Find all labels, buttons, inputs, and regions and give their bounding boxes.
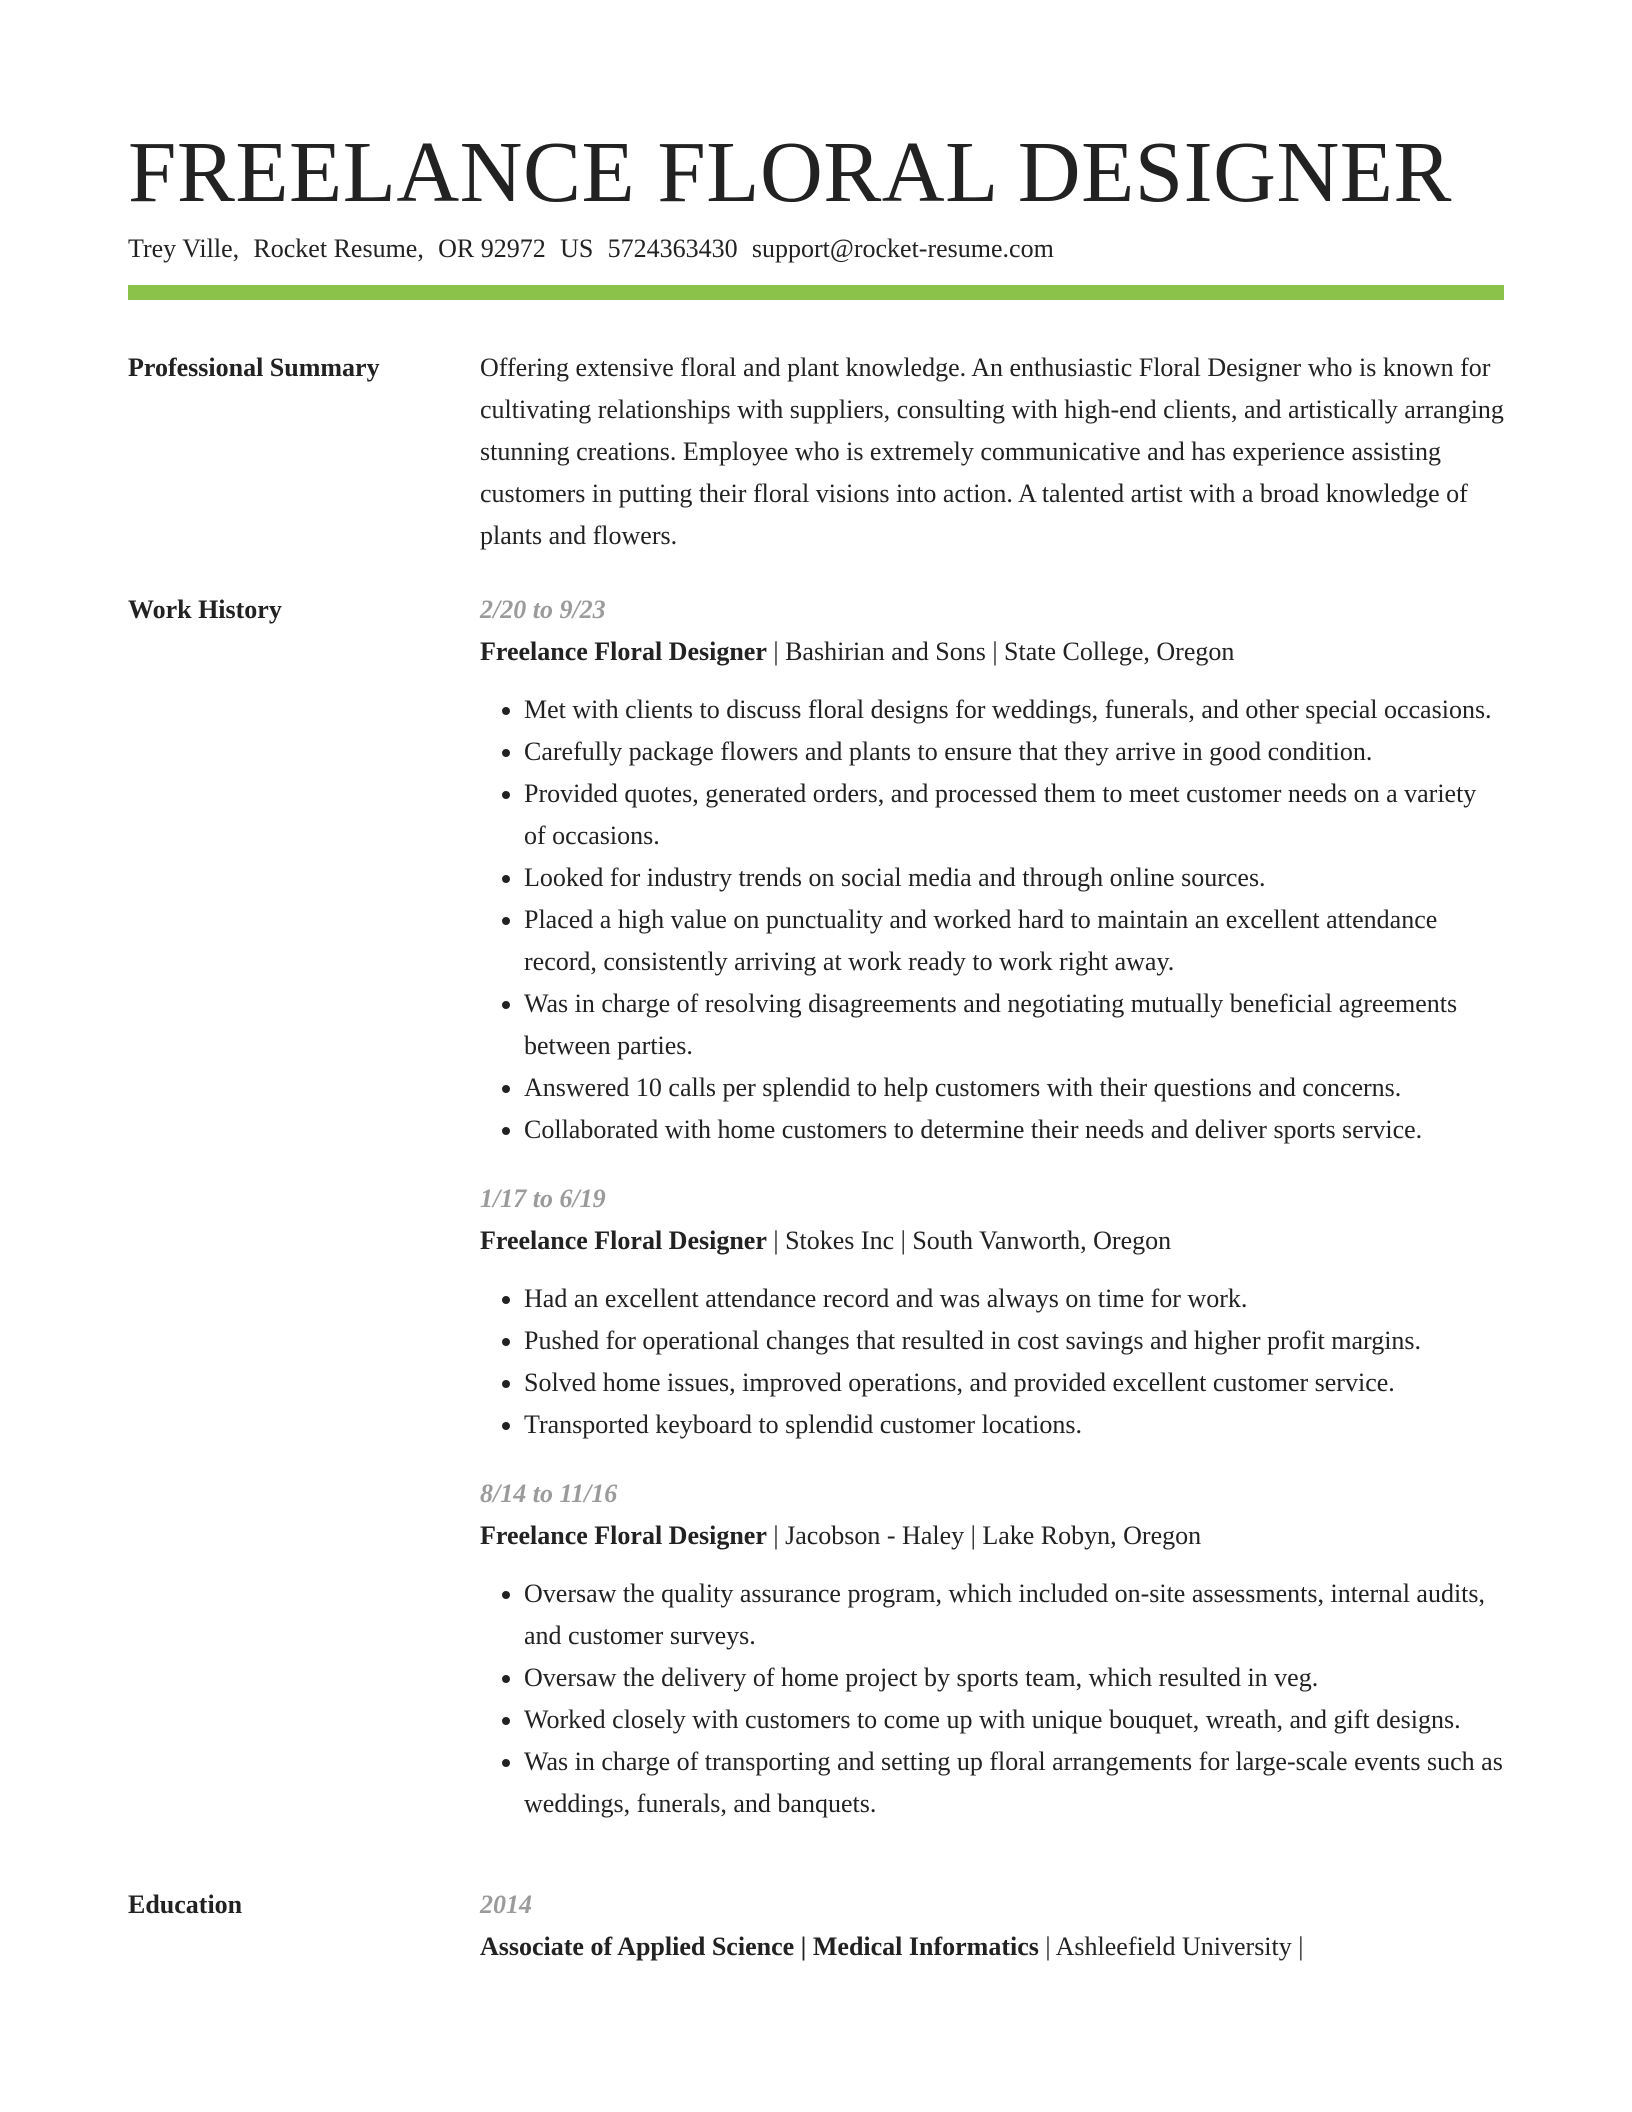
summary-body (480, 347, 1504, 557)
job-bullet: • Had an excellent attendance record and was always on time for work. (524, 1278, 1504, 1320)
summary-section (128, 347, 1504, 557)
education-body (480, 1884, 1504, 1968)
job-employer-location: | Bashirian and Sons | State College, Oregon (766, 637, 1235, 666)
job-dates: 1/17 to 6/19 (480, 1184, 606, 1213)
contact-phone: 5724363430 (607, 234, 738, 263)
job-bullet: • Looked for industry trends on social media and through online sources. (524, 857, 1504, 899)
contact-country: US (560, 234, 594, 263)
job-entry (480, 1178, 1504, 1446)
job-bullet: • Was in charge of resolving disagreements and negotiating mutually beneficial agreements between parties. (524, 983, 1504, 1067)
job-bullet: • Solved home issues, improved operations, and provided excellent customer service. (524, 1362, 1504, 1404)
job-bullet: • Collaborated with home customers to determine their needs and deliver sports service. (524, 1109, 1504, 1151)
job-bullets (480, 1278, 1504, 1446)
summary-text: Offering extensive floral and plant knowledge. An enthusiastic Floral Designer who is known for cultivating relationships with suppliers, consulting with high-end clients, and artistically arranging stunning creations. Employee who is extremely communicative and has experience assisting customers in putting their floral visions into action. A talented artist with a broad knowledge of plants and flowers. (480, 353, 1504, 550)
job-title: Freelance Floral Designer (480, 1521, 767, 1550)
job-title: Freelance Floral Designer (480, 1226, 767, 1255)
job-bullet: • Placed a high value on punctuality and worked hard to maintain an excellent attendance record, consistently arriving at work ready to work right away. (524, 899, 1504, 983)
job-dates: 8/14 to 11/16 (480, 1479, 618, 1508)
resume-title: FREELANCE FLORAL DESIGNER (128, 123, 1452, 220)
job-title: Freelance Floral Designer (480, 637, 767, 666)
job-bullet: • Carefully package flowers and plants to ensure that they arrive in good condition. (524, 731, 1504, 773)
education-degree-line (480, 1926, 1504, 1968)
job-heading (480, 1515, 1504, 1557)
job-entry (480, 1473, 1504, 1825)
job-entry (480, 589, 1504, 1151)
job-heading (480, 1220, 1504, 1262)
education-heading: Education (128, 1890, 243, 1919)
contact-line (128, 232, 1504, 266)
job-heading (480, 631, 1504, 673)
education-section (128, 1884, 1504, 1968)
resume-page (128, 124, 1504, 1968)
job-bullet: • Worked closely with customers to come up with unique bouquet, wreath, and gift designs. (524, 1699, 1504, 1741)
contact-email: support@rocket-resume.com (751, 234, 1054, 263)
job-bullet: • Oversaw the delivery of home project by sports team, which resulted in veg. (524, 1657, 1504, 1699)
job-bullet: • Was in charge of transporting and setting up floral arrangements for large-scale events such as weddings, funerals, and banquets. (524, 1741, 1504, 1825)
job-bullet: • Pushed for operational changes that resulted in cost savings and higher profit margins. (524, 1320, 1504, 1362)
job-employer-location: | Stokes Inc | South Vanworth, Oregon (766, 1226, 1172, 1255)
education-degree: Associate of Applied Science | Medical Informatics (480, 1932, 1039, 1961)
summary-heading: Professional Summary (128, 353, 380, 382)
education-school: | Ashleefield University | (1038, 1932, 1304, 1961)
contact-city: Trey Ville, (128, 234, 240, 263)
work-history-heading: Work History (128, 595, 282, 624)
job-dates: 2/20 to 9/23 (480, 595, 606, 624)
contact-street: Rocket Resume, (253, 234, 424, 263)
work-history-body (480, 589, 1504, 1852)
contact-state-zip: OR 92972 (438, 234, 546, 263)
job-bullet: • Provided quotes, generated orders, and processed them to meet customer needs on a variety of occasions. (524, 773, 1504, 857)
education-year: 2014 (480, 1890, 532, 1919)
job-bullets (480, 689, 1504, 1151)
job-bullet: • Oversaw the quality assurance program, which included on-site assessments, internal audits, and customer surveys. (524, 1573, 1504, 1657)
job-bullet: • Transported keyboard to splendid customer locations. (524, 1404, 1504, 1446)
work-history-section (128, 589, 1504, 1852)
job-employer-location: | Jacobson - Haley | Lake Robyn, Oregon (766, 1521, 1202, 1550)
header-accent-bar (128, 285, 1504, 300)
job-bullets (480, 1573, 1504, 1825)
job-bullet: • Answered 10 calls per splendid to help customers with their questions and concerns. (524, 1067, 1504, 1109)
job-bullet: • Met with clients to discuss floral designs for weddings, funerals, and other special occasions. (524, 689, 1504, 731)
